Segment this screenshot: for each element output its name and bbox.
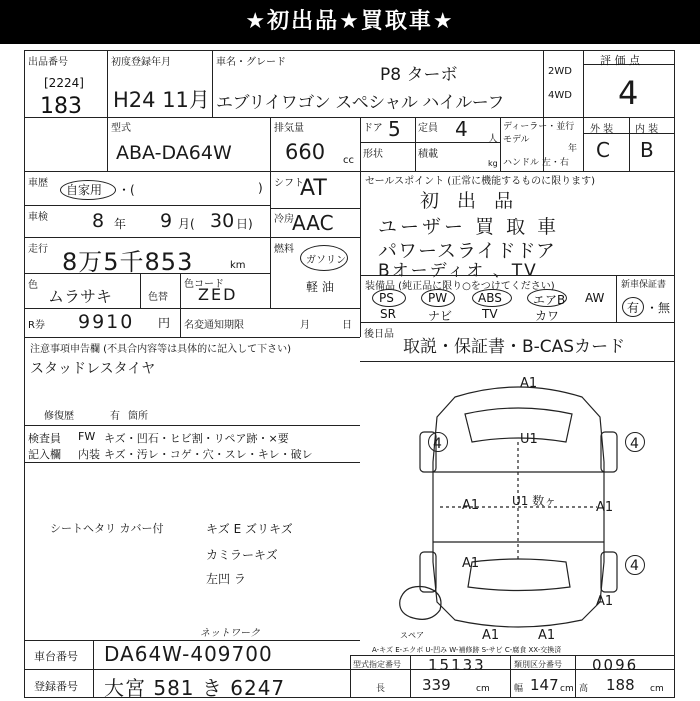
color-code-label: 色コード <box>184 279 224 290</box>
sales-points-label: セールスポイント (正常に機能するものに限ります) <box>365 176 596 187</box>
fuel-label: 燃料 <box>274 244 294 255</box>
class-label: 類別区分番号 <box>514 660 562 669</box>
fuel-gasoline: ガソリン <box>306 255 346 266</box>
wd-4-label: 4WD <box>548 90 572 101</box>
type-spec-label: 型式指定番号 <box>353 660 401 669</box>
load-unit: kg <box>488 159 498 168</box>
equip-sr: SR <box>380 307 396 321</box>
class-value: 0096 <box>592 656 639 674</box>
model-year-unit: 年 <box>568 144 578 154</box>
inspection-year-unit: 年 <box>114 217 127 231</box>
shape-label: 形状 <box>363 149 383 160</box>
color-code-value: ZED <box>198 285 238 304</box>
damage-mark-3: 4 <box>433 436 442 452</box>
inspection-month-unit: 月( <box>178 217 195 231</box>
name-change-day: 日 <box>342 320 352 331</box>
model-value: ABA-DA64W <box>116 142 232 164</box>
inspection-year: 8 <box>92 210 105 232</box>
equip-navi: ナビ <box>428 309 453 323</box>
name-change-month: 月 <box>300 320 310 331</box>
recycle-value: 9910 <box>78 311 135 333</box>
color-change-label: 色替 <box>148 292 168 303</box>
car-name-value: エブリイワゴン スペシャル ハイルーフ <box>216 93 504 113</box>
inspector-label: 検査員 <box>28 432 61 445</box>
mileage-value: 8万5千853 <box>62 248 194 276</box>
damage-mark-4: U1 数ヶ <box>512 494 557 508</box>
damage-mark-6: A1 <box>596 500 614 515</box>
notes-value: スタッドレスタイヤ <box>30 361 156 377</box>
inspection-month: 9 <box>160 210 173 232</box>
equip-ps: PS <box>379 291 394 305</box>
spare-label: スペア <box>400 631 424 640</box>
remark-4: 左凹 ラ <box>206 572 246 586</box>
banner-title: ★初出品★買取車★ <box>0 0 700 44</box>
chassis-value: DA64W-409700 <box>104 642 273 666</box>
height-value: 188 <box>606 676 635 694</box>
damage-mark-9: 4 <box>630 558 639 574</box>
sales-line-2: ユーザー 買 取 車 <box>378 216 560 238</box>
damage-mark-7: 4 <box>630 436 639 452</box>
equip-airbag: エアB <box>533 293 566 307</box>
damage-legend: A-キズ E-エクボ U-凹み W-補修跡 S-サビ C-腐食 XX-交換済 <box>372 646 562 654</box>
dealer-label: ディーラー・並行 <box>503 122 575 132</box>
repair-yes: 有 <box>110 411 120 422</box>
attached-label: 後日品 <box>364 329 394 340</box>
ac-value: AAC <box>292 211 334 235</box>
height-unit: cm <box>650 684 664 694</box>
equip-leather: カワ <box>535 309 560 323</box>
inspector-row1: キズ・凹石・ヒビ割・リペア跡・×要 <box>104 432 289 445</box>
length-label: 長 <box>376 684 386 694</box>
equip-tv: TV <box>482 307 498 321</box>
fuel-diesel: 軽 油 <box>306 280 334 294</box>
width-label: 幅 <box>514 684 524 694</box>
car-name-label: 車名・グレード <box>216 57 286 68</box>
displacement-unit: cc <box>343 155 354 166</box>
damage-mark-5: A1 <box>462 498 480 513</box>
model-year-label: モデル <box>503 135 530 145</box>
type-spec-value: 15133 <box>428 656 486 674</box>
damage-circle-fr <box>625 432 645 452</box>
door-value: 5 <box>388 117 401 141</box>
shift-value: AT <box>300 176 327 201</box>
displacement-value: 660 <box>285 140 326 164</box>
inspection-label: 車検 <box>28 212 48 223</box>
inspector-row2-head: 内装 <box>78 448 100 461</box>
history-paren: ・( <box>118 183 135 197</box>
repair-history-label: 修復歴 <box>44 411 74 422</box>
sales-line-1: 初 出 品 <box>420 190 520 212</box>
warranty-label: 新車保証書 <box>621 280 667 290</box>
inspector-label-2: 記入欄 <box>28 448 61 461</box>
rating-value: 4 <box>618 74 639 112</box>
remark-3: カミラーキズ <box>206 548 278 562</box>
capacity-label: 定員 <box>418 123 438 134</box>
history-label: 車歴 <box>28 178 48 189</box>
color-value: ムラサキ <box>48 287 113 306</box>
width-value: 147 <box>530 676 559 694</box>
warranty-yes: 有 <box>627 301 640 315</box>
inspector-row2: キズ・汚レ・コゲ・穴・スレ・キレ・破レ <box>104 448 313 461</box>
handle-label: ハンドル 左・右 <box>503 158 569 168</box>
capacity-value: 4 <box>455 117 468 141</box>
load-label: 積載 <box>418 149 438 160</box>
history-paren-close: ) <box>258 181 263 195</box>
equip-pw: PW <box>428 291 448 305</box>
damage-mark-1: A1 <box>520 376 538 391</box>
interior-label: 内 装 <box>635 124 659 135</box>
inspector-signature: ネットワーク <box>200 628 260 639</box>
plate-label: 登録番号 <box>34 680 78 693</box>
mileage-unit: km <box>230 260 246 271</box>
wd-2-label: 2WD <box>548 66 572 77</box>
height-label: 高 <box>579 684 589 694</box>
inspection-day-unit: 日) <box>236 217 253 231</box>
lot-label: 出品番号 <box>28 57 68 68</box>
model-label: 型式 <box>111 123 131 134</box>
history-value: 自家用 <box>66 183 103 197</box>
shift-label: シフト <box>274 178 304 189</box>
lot-number: 183 <box>40 94 82 119</box>
width-unit: cm <box>560 684 574 694</box>
damage-mark-11: A1 <box>482 628 500 643</box>
recycle-unit: 円 <box>158 316 171 330</box>
attached-value: 取説・保証書・B-CASカード <box>403 337 626 357</box>
chassis-label: 車台番号 <box>34 650 78 663</box>
recycle-label: R券 <box>28 320 45 331</box>
notes-label: 注意事項申告欄 (不具合内容等は具体的に記入して下さい) <box>30 344 291 355</box>
inspection-day: 30 <box>210 210 235 232</box>
lot-code: [2224] <box>44 76 84 90</box>
damage-circle-rr <box>625 555 645 575</box>
equip-abs: ABS <box>478 291 502 305</box>
equip-aw: AW <box>585 291 605 305</box>
remark-2: キズ E ズリキズ <box>206 522 293 536</box>
displacement-label: 排気量 <box>274 123 304 134</box>
color-label: 色 <box>28 280 38 291</box>
ac-label: 冷房 <box>274 214 294 225</box>
warranty-no: ・無 <box>646 301 671 315</box>
sales-line-3: パワースライドドア <box>378 240 556 262</box>
damage-mark-12: A1 <box>538 628 556 643</box>
length-value: 339 <box>422 676 451 694</box>
capacity-unit: 人 <box>488 134 498 145</box>
exterior-grade: C <box>596 138 610 162</box>
exterior-label: 外 装 <box>590 124 614 135</box>
interior-grade: B <box>640 138 654 162</box>
inspector-row1-head: FW <box>78 430 96 443</box>
rating-label: 評 価 点 <box>600 54 640 67</box>
remark-1: シートヘタリ カバー付 <box>50 522 164 535</box>
sales-line-4: Bオーディオ 、TV <box>378 261 538 281</box>
first-reg-value: H24 11月 <box>113 88 210 112</box>
repair-place: 箇所 <box>128 411 148 422</box>
grade-extra: P8 ターボ <box>380 65 458 85</box>
door-label: ドア <box>363 123 383 134</box>
name-change-label: 名変通知期限 <box>184 320 244 331</box>
mileage-label: 走行 <box>28 244 48 255</box>
first-reg-label: 初度登録年月 <box>111 57 171 68</box>
length-unit: cm <box>476 684 490 694</box>
damage-mark-8: A1 <box>462 556 480 571</box>
damage-circle-fl <box>428 432 448 452</box>
damage-mark-10: A1 <box>596 594 614 609</box>
equipment-label: 装備品 (純正品に限り○をつけてください) <box>365 281 555 292</box>
damage-mark-2: U1 <box>520 432 538 447</box>
plate-value: 大宮 581 き 6247 <box>104 676 286 700</box>
